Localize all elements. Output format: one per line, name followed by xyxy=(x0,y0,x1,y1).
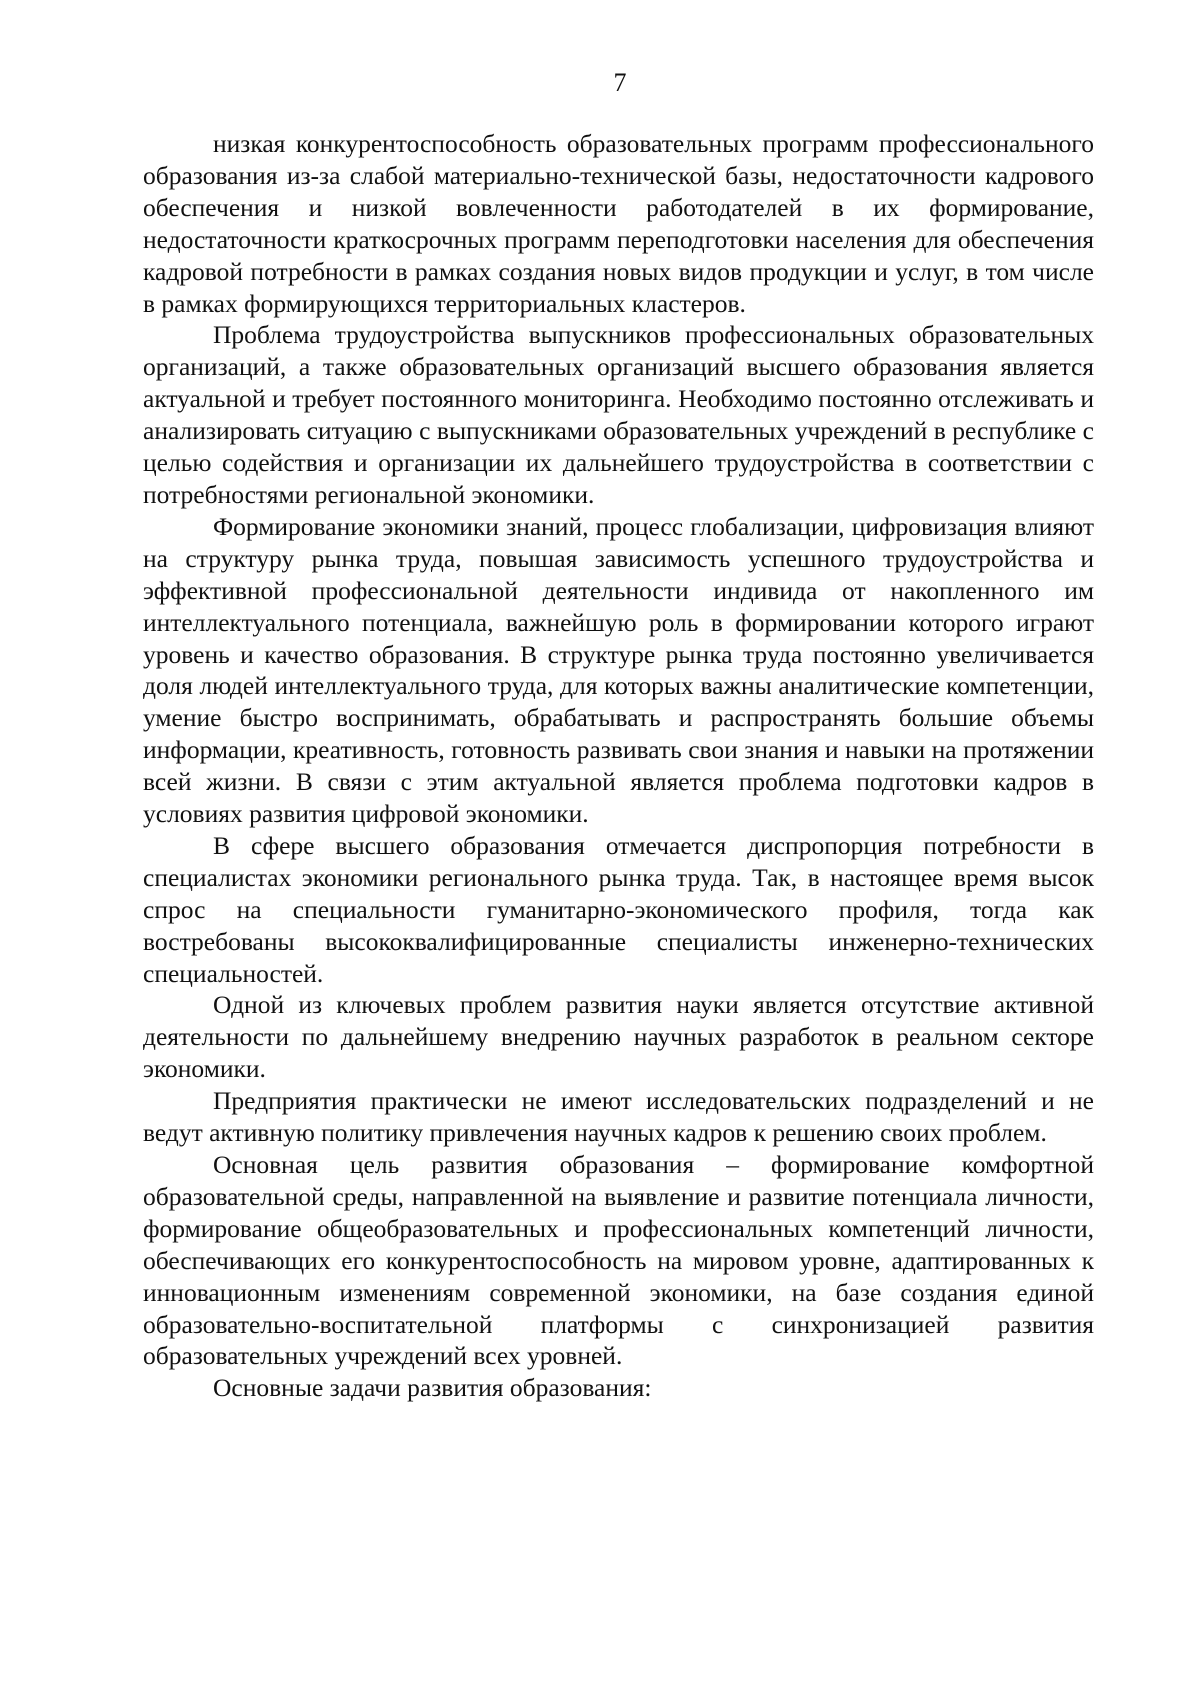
paragraph-1: низкая конкурентоспособность образовательных программ профессионального образования из-за слабой материально-технической базы, недостаточности кадрового обеспечения и низкой вовлеченности работодателей в их формирование, недостаточности краткосрочных программ переподготовки населения для обеспечения кадровой потребности в рамках создания новых видов продукции и услуг, в том числе в рамках формирующихся территориальных кластеров. xyxy=(143,129,1094,318)
paragraph-5: Одной из ключевых проблем развития науки является отсутствие активной деятельности по дальнейшему внедрению научных разработок в реальном секторе экономики. xyxy=(143,990,1094,1084)
paragraph-2: Проблема трудоустройства выпускников профессиональных образовательных организаций, а также образовательных организаций высшего образования является актуальной и требует постоянного мониторинга. Необходимо постоянно отслеживать и анализировать ситуацию с выпускниками образовательных учреждений в республике с целью содействия и организации их дальнейшего трудоустройства в соответствии с потребностями региональной экономики. xyxy=(143,320,1094,509)
paragraph-7: Основная цель развития образования – формирование комфортной образовательной среды, направленной на выявление и развитие потенциала личности, формирование общеобразовательных и профессиональных компетенций личности, обеспечивающих его конкурентоспособность на мировом уровне, адаптированных к инновационным изменениям современной экономики, на базе создания единой образовательно-воспитательной платформы с синхронизацией развития образовательных учреждений всех уровней. xyxy=(143,1150,1094,1371)
body-text xyxy=(143,128,1094,1404)
paragraph-8: Основные задачи развития образования: xyxy=(213,1373,652,1403)
paragraph-3: Формирование экономики знаний, процесс глобализации, цифровизация влияют на структуру рынка труда, повышая зависимость успешного трудоустройства и эффективной профессиональной деятельности индивида от накопленного им интеллектуального потенциала, важнейшую роль в формировании которого играют уровень и качество образования. В структуре рынка труда постоянно увеличивается доля людей интеллектуального труда, для которых важны аналитические компетенции, умение быстро воспринимать, обрабатывать и распространять большие объемы информации, креативность, готовность развивать свои знания и навыки на протяжении всей жизни. В связи с этим актуальной является проблема подготовки кадров в условиях развития цифровой экономики. xyxy=(143,511,1094,829)
paragraph-6: Предприятия практически не имеют исследовательских подразделений и не ведут активную политику привлечения научных кадров к решению своих проблем. xyxy=(143,1086,1094,1148)
paragraph-4: В сфере высшего образования отмечается диспропорция потребности в специалистах экономики регионального рынка труда. Так, в настоящее время высок спрос на специальности гуманитарно-экономического профиля, тогда как востребованы высококвалифицированные специалисты инженерно-технических специальностей. xyxy=(143,830,1094,988)
page-number: 7 xyxy=(613,68,627,97)
